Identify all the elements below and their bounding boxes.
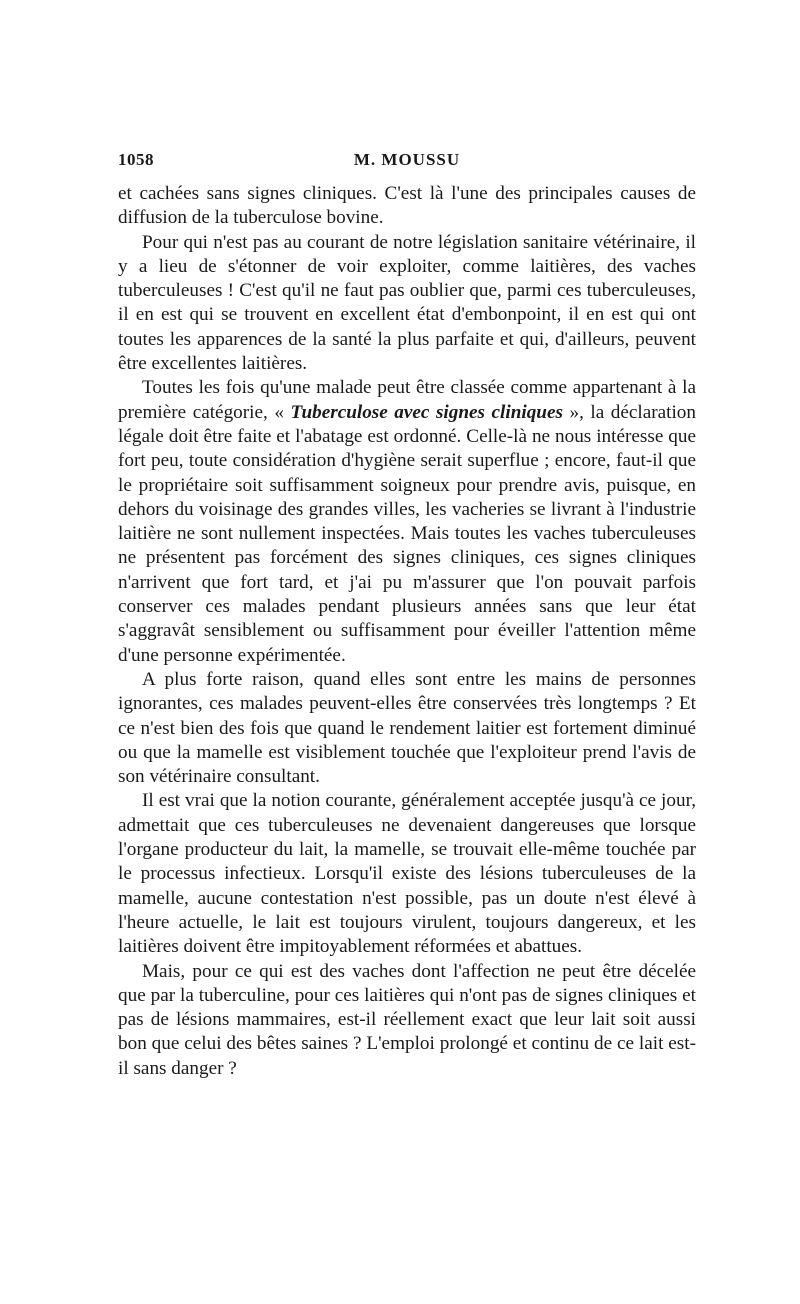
paragraph-4: A plus forte raison, quand elles sont entre les mains de personnes ignorantes, ces malades peuvent-elles être conservées très longtemps ? Et ce n'est bien des fois que quand le rendement laitier est fortement diminué ou que la mamelle est visiblement touchée que l'exploiteur prend l'avis de son vétérinaire consultant. xyxy=(118,668,696,788)
paragraph-1: et cachées sans signes cliniques. C'est là l'une des principales causes de diffusion de la tuberculose bovine. xyxy=(118,183,696,229)
italic-term: Tuberculose avec signes cliniques xyxy=(290,401,563,423)
running-title: M. MOUSSU xyxy=(353,150,461,169)
page-header xyxy=(118,150,696,174)
paragraph-3-start: Toutes les fois qu'une malade peut être classée comme appartenant à la première catégorie, « xyxy=(118,377,696,423)
paragraph-3 xyxy=(118,376,696,668)
paragraph-2: Pour qui n'est pas au courant de notre législation sanitaire vétérinaire, il y a lieu de s'étonner de voir exploiter, comme laitières, des vaches tuberculeuses ! C'est qu'il ne faut pas oublier que, parmi ces tuberculeuses, il en est qui se trouvent en excellent état d'embonpoint, il en est qui ont toutes les apparences de la santé la plus parfaite et qui, d'ailleurs, peuvent être excellentes laitières. xyxy=(118,231,696,375)
paragraph-3-end: », la déclaration légale doit être faite et l'abatage est ordonné. Celle-là ne nous intéresse que fort peu, toute considération d'hygiène serait superflue ; encore, faut-il que le propriétaire soit suffisamment soigneux pour prendre avis, puisque, en dehors du voisinage des grandes villes, les vacheries se livrant à l'industrie laitière ne sont nullement inspectées. Mais toutes les vaches tuberculeuses ne présentent pas forcément des signes cliniques, ces signes cliniques n'arrivent que fort tard, et j'ai pu m'assurer que l'on pouvait parfois conserver ces malades pendant plusieurs années sans que leur état s'aggravât sensiblement ou suffisamment pour éveiller l'attention même d'une personne expérimentée. xyxy=(118,401,696,666)
paragraph-5: Il est vrai que la notion courante, généralement acceptée jusqu'à ce jour, admettait que ces tuberculeuses ne devenaient dangereuses que lorsque l'organe producteur du lait, la mamelle, se trouvait elle-même touchée par le processus infectieux. Lorsqu'il existe des lésions tuberculeuses de la mamelle, aucune contestation n'est possible, pas un doute n'est élevé à l'heure actuelle, le lait est toujours virulent, toujours dangereux, et les laitières doivent être impitoyablement réformées et abattues. xyxy=(118,790,696,958)
body-text xyxy=(118,182,696,1081)
page-number: 1058 xyxy=(118,150,154,169)
paragraph-6: Mais, pour ce qui est des vaches dont l'affection ne peut être décelée que par la tuberculine, pour ces laitières qui n'ont pas de signes cliniques et pas de lésions mammaires, est-il réellement exact que leur lait soit aussi bon que celui des bêtes saines ? L'emploi prolongé et continu de ce lait est-il sans danger ? xyxy=(118,960,696,1079)
